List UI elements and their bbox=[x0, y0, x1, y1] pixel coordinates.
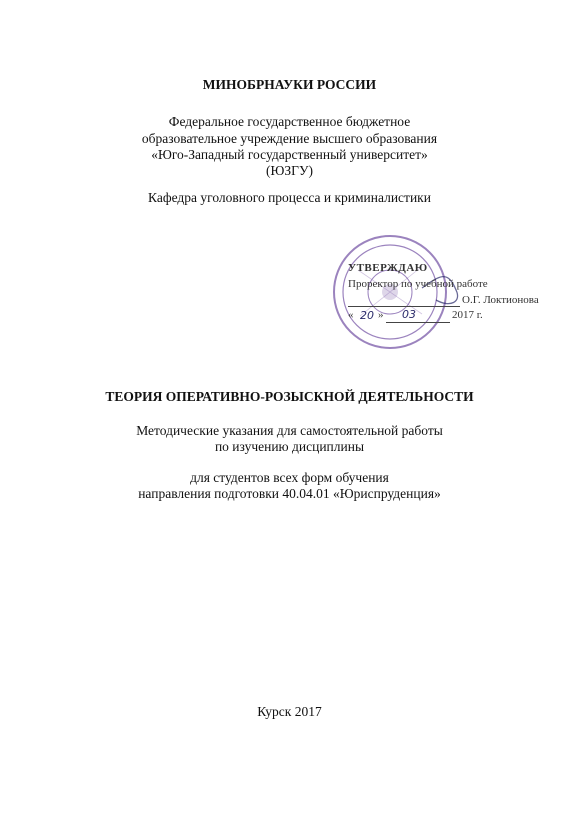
approval-position: Проректор по учебной работе bbox=[348, 278, 488, 290]
signature-line bbox=[348, 306, 460, 307]
date-month: 03 bbox=[402, 308, 416, 321]
document-title: ТЕОРИЯ ОПЕРАТИВНО-РОЗЫСКНОЙ ДЕЯТЕЛЬНОСТИ bbox=[105, 389, 474, 404]
description-line-2: по изучению дисциплины bbox=[214, 439, 365, 454]
approval-stamp-block bbox=[330, 230, 579, 358]
date-year: 2017 г. bbox=[452, 309, 483, 321]
org-line-2: образовательное учреждение высшего образования bbox=[141, 131, 438, 146]
org-abbreviation: (ЮЗГУ) bbox=[266, 163, 313, 178]
date-quote-close: » bbox=[378, 309, 384, 321]
audience-line-2: направления подготовки 40.04.01 «Юриспруденция» bbox=[138, 486, 441, 501]
city-year: Курск 2017 bbox=[257, 704, 322, 719]
org-line-3: «Юго-Западный государственный университет» bbox=[151, 147, 428, 162]
approval-name: О.Г. Локтионова bbox=[462, 294, 539, 306]
department-name: Кафедра уголовного процесса и криминалистики bbox=[148, 190, 431, 205]
audience-line-1: для студентов всех форм обучения bbox=[190, 470, 389, 485]
official-seal-icon bbox=[330, 230, 579, 358]
description-line-1: Методические указания для самостоятельной работы bbox=[136, 423, 443, 438]
org-line-1: Федеральное государственное бюджетное bbox=[168, 114, 411, 129]
month-line bbox=[386, 322, 450, 323]
date-day: 20 bbox=[360, 309, 374, 322]
date-quote-open: « bbox=[348, 309, 354, 321]
ministry-title: МИНОБРНАУКИ РОССИИ bbox=[202, 77, 377, 92]
approval-word: УТВЕРЖДАЮ bbox=[348, 262, 428, 274]
